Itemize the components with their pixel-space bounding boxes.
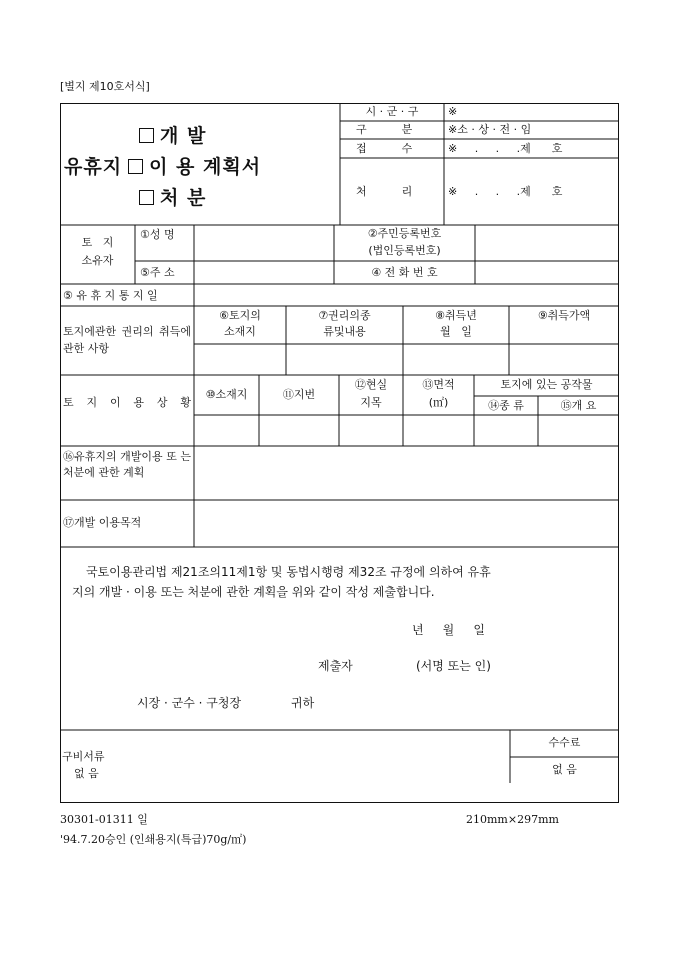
rights-col-location-2: 소재지: [224, 325, 256, 338]
plan-label: ⑯유휴지의 개발이용 또 는 처분에 관한 계획: [63, 450, 191, 479]
dispose-checkbox[interactable]: [139, 190, 154, 205]
owner-label-bottom: 소유자: [81, 254, 114, 267]
submitter-label: 제출자: [318, 659, 353, 673]
declaration-date: 년 월 일: [412, 623, 485, 637]
usage-col-category-1: ⑫현실: [354, 378, 388, 391]
title-prefix: 유휴지: [64, 156, 123, 178]
usage-col-structure-summary: ⑮개 요: [560, 399, 597, 412]
declaration-line-1: 국토이용관리법 제21조의11제1항 및 동법시행령 제32조 규정에 의하여 유휴: [86, 565, 491, 579]
owner-phone-label: ④ 전 화 번 호: [371, 266, 438, 279]
attachments-value: 없 음: [74, 767, 99, 780]
usage-col-area-2: (㎡): [428, 396, 449, 409]
owner-label-top: 토 지: [81, 236, 114, 249]
usage-col-lot: ⑪지번: [282, 388, 316, 401]
owner-phone-field[interactable]: [476, 262, 618, 283]
usage-col-structure-type: ⑭종 류: [488, 399, 524, 412]
rights-date-field[interactable]: [404, 345, 508, 374]
use-checkbox[interactable]: [128, 159, 143, 174]
fee-label: 수수료: [548, 736, 581, 749]
usage-col-category-2: 지목: [360, 396, 382, 409]
fee-value: 없 음: [552, 763, 577, 776]
purpose-label: ⑰개발 이용목적: [63, 516, 142, 529]
signature-label: (서명 또는 인): [416, 659, 491, 673]
usage-col-area-1: ⑬면적: [422, 378, 455, 391]
usage-area-field[interactable]: [404, 416, 473, 445]
attachments-label: 구비서류: [62, 750, 105, 763]
notice-date-field[interactable]: [195, 285, 618, 305]
office-region-value: ※: [448, 105, 458, 118]
rights-col-type-1: ⑦권리의종: [318, 309, 371, 322]
office-processing-label: 처 리: [356, 185, 413, 198]
owner-name-field[interactable]: [195, 226, 333, 260]
owner-name-label: ①성 명: [140, 228, 175, 241]
addressee-label: 시장 · 군수 · 구청장: [137, 696, 242, 710]
owner-reg-label-1: ②주민등록번호: [367, 227, 442, 240]
form-code: 30301-01311 일: [60, 813, 148, 826]
paper-size: 210mm×297mm: [466, 813, 559, 826]
rights-type-field[interactable]: [287, 345, 402, 374]
rights-price-field[interactable]: [510, 345, 618, 374]
form-number-label: [별지 제10호서식]: [60, 80, 150, 93]
develop-checkbox[interactable]: [139, 128, 154, 143]
rights-col-type-2: 류및내용: [323, 325, 366, 338]
rights-col-location-1: ⑥토지의: [219, 309, 261, 322]
owner-address-label: ⑤주 소: [140, 266, 175, 279]
honorific-label: 귀하: [291, 696, 315, 710]
purpose-field[interactable]: [195, 501, 618, 546]
office-receipt-label: 접 수: [356, 142, 413, 155]
plan-field[interactable]: [195, 447, 618, 499]
office-receipt-value: ※ . . .제 호: [448, 142, 563, 155]
usage-col-structures: 토지에 있는 공작물: [500, 378, 593, 391]
owner-reg-number-field[interactable]: [476, 226, 618, 260]
office-processing-value: ※ . . .제 호: [448, 185, 563, 198]
application-form: [60, 103, 619, 803]
office-region-label: 시 · 군 · 구: [365, 105, 419, 118]
title-main-line: 유휴지 이 용 계획서: [64, 156, 262, 178]
usage-col-location: ⑩소재지: [205, 388, 248, 401]
declaration-line-2: 지의 개발 · 이용 또는 처분에 관한 계획을 위와 같이 작성 제출합니다.: [72, 585, 435, 599]
rights-col-date-2: 월 일: [440, 325, 472, 338]
approval-note: '94.7.20승인 (인쇄용지(특급)70g/㎡): [60, 833, 247, 846]
owner-reg-label-2: (법인등록번호): [368, 244, 441, 257]
rights-location-field[interactable]: [195, 345, 285, 374]
usage-location-field[interactable]: [195, 416, 258, 445]
title-option-develop: 개 발: [139, 121, 206, 148]
owner-address-field[interactable]: [195, 262, 333, 283]
office-category-label: 구 분: [356, 123, 413, 136]
usage-structure-summary-field[interactable]: [539, 416, 618, 445]
usage-section-label: 토 지 이 용 상 황: [63, 396, 191, 409]
usage-lot-field[interactable]: [260, 416, 338, 445]
rights-col-price: ⑨취득가액: [537, 309, 591, 322]
notice-date-label: ⑤ 유 휴 지 통 지 일: [63, 289, 158, 302]
rights-section-label: 토지에관한 권리의 취득에 관한 사항: [63, 325, 191, 355]
usage-category-field[interactable]: [340, 416, 402, 445]
office-category-value: ※소 · 상 · 전 · 임: [448, 123, 532, 136]
usage-structure-type-field[interactable]: [475, 416, 537, 445]
rights-col-date-1: ⑧취득년: [435, 309, 477, 322]
title-option-dispose: 처 분: [139, 183, 206, 210]
